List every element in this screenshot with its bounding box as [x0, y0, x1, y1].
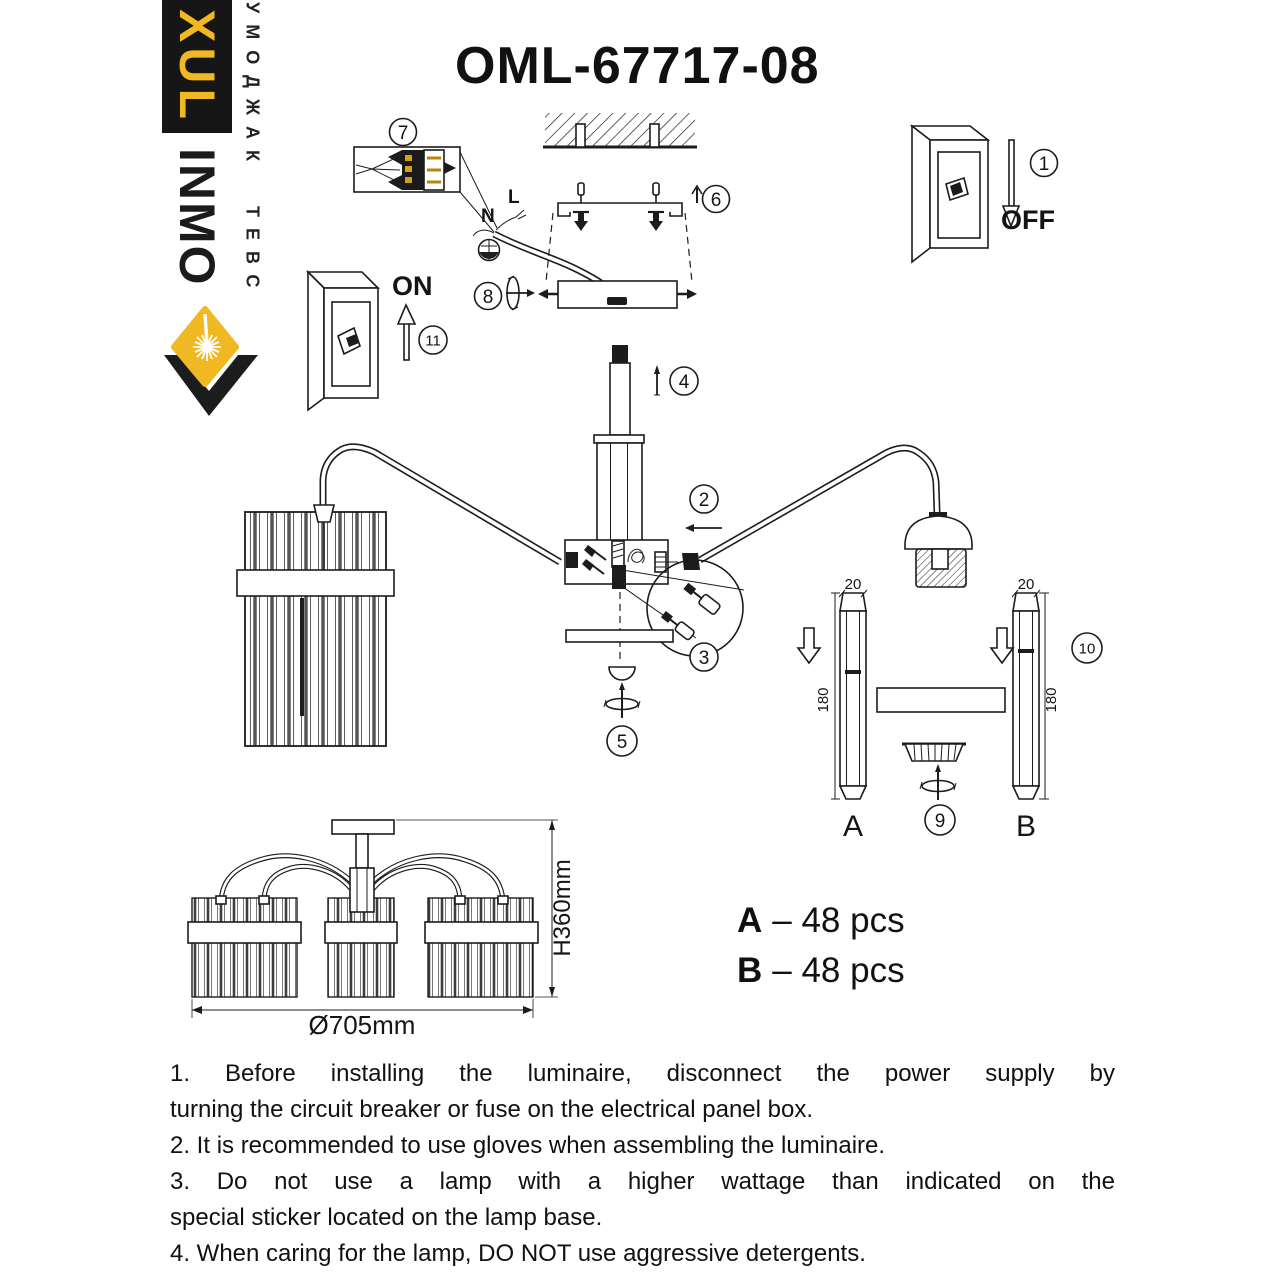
on-switch-group [308, 271, 447, 410]
screw-rotate-icon [506, 276, 535, 310]
step-marker-5 [607, 726, 637, 756]
small-up-arrow [654, 365, 660, 395]
step-marker-9 [925, 805, 955, 835]
logo-omni-text: INMO [169, 147, 225, 287]
instruction-line: special sticker located on the lamp base. [170, 1204, 603, 1231]
hub-group [565, 540, 744, 638]
step-marker-6 [703, 186, 730, 213]
band-bar [877, 688, 1005, 712]
on-label: ON [392, 271, 433, 301]
up-arrow [692, 186, 702, 203]
down-arrow [798, 628, 820, 663]
svg-text:20: 20 [844, 576, 862, 593]
page-title: OML-67717-08 [455, 37, 820, 95]
svg-text:3: 3 [698, 648, 710, 669]
instructions-text [170, 1056, 1115, 1272]
instruction-line: 2. It is recommended to use gloves when assembling the luminaire. [170, 1132, 886, 1159]
column-bottom [566, 592, 673, 756]
svg-text:1: 1 [1038, 154, 1050, 175]
central-column [594, 345, 722, 543]
step-marker-8 [475, 283, 502, 310]
left-arrow [685, 524, 722, 532]
svg-text:8: 8 [482, 287, 494, 308]
off-switch-group [912, 126, 1058, 262]
svg-text:2: 2 [698, 490, 710, 511]
crystal-shade-large [237, 505, 394, 746]
down-arrow [1009, 140, 1014, 206]
anchor-screw [573, 212, 589, 231]
instruction-line: turning the circuit breaker or fuse on the electrical panel box. [170, 1096, 814, 1123]
down-arrow [991, 628, 1013, 663]
svg-text:11: 11 [425, 332, 441, 350]
part-a-label: A [842, 810, 864, 843]
ribbed-ring [902, 744, 966, 761]
ceiling-hatch [545, 113, 695, 147]
diameter-dimension: Ø705mm [308, 1010, 416, 1040]
lamp-socket [905, 512, 972, 587]
step-marker-11 [419, 326, 447, 354]
logo-slogan-text: УМОДЖАК ТЕВС [242, 2, 263, 299]
step-marker-4 [670, 367, 698, 395]
part-quantities [737, 896, 905, 996]
svg-text:10: 10 [1078, 640, 1096, 658]
instruction-line: 3. Do not use a lamp with a higher wattage than indicated on the [170, 1168, 1115, 1195]
neutral-label: N [481, 206, 495, 227]
shade-band [237, 570, 394, 596]
right-arm [700, 448, 937, 560]
part-b-label: B [1015, 810, 1037, 843]
terminal-block-detail [354, 119, 497, 233]
svg-text:180: 180 [815, 687, 832, 713]
instruction-line: 4. When caring for the lamp, DO NOT use aggressive detergents. [170, 1240, 866, 1267]
step-marker-7 [390, 119, 417, 146]
instruction-line: 1. Before installing the luminaire, disconnect the power supply by [170, 1060, 1115, 1087]
canopy-plate-group [475, 276, 698, 310]
svg-text:4: 4 [678, 372, 690, 393]
line-label: L [508, 187, 520, 208]
mounting-bracket [558, 203, 682, 216]
step-marker-3 [690, 643, 718, 671]
quantity-row-b: B – 48 pcs [737, 951, 905, 990]
screw-rotate-icon [604, 682, 640, 718]
svg-text:7: 7 [397, 123, 409, 144]
screw-rotate-icon [920, 764, 956, 800]
svg-text:9: 9 [934, 811, 946, 832]
crystal-rod-a [798, 576, 867, 843]
ceiling-group [543, 113, 730, 282]
fixture-overview [188, 820, 576, 1040]
omnilux-logo-mark [164, 309, 258, 416]
bracket-screw [653, 183, 659, 203]
svg-text:5: 5 [616, 732, 628, 753]
finial [609, 667, 635, 680]
step-marker-10 [1072, 633, 1102, 663]
height-dimension: H360mm [549, 859, 576, 957]
svg-text:180: 180 [1043, 687, 1060, 713]
step-marker-1 [1031, 150, 1058, 177]
logo-lux-text: XUL [169, 9, 225, 124]
quantity-row-a: A – 48 pcs [737, 901, 905, 940]
off-label: OFF [1001, 205, 1055, 235]
step-marker-2 [690, 485, 718, 513]
svg-text:6: 6 [710, 190, 722, 211]
up-arrow [404, 322, 409, 360]
svg-text:20: 20 [1017, 576, 1035, 593]
bracket-screw [578, 183, 584, 203]
anchor-screw [648, 212, 664, 231]
ground-symbol [479, 240, 500, 261]
